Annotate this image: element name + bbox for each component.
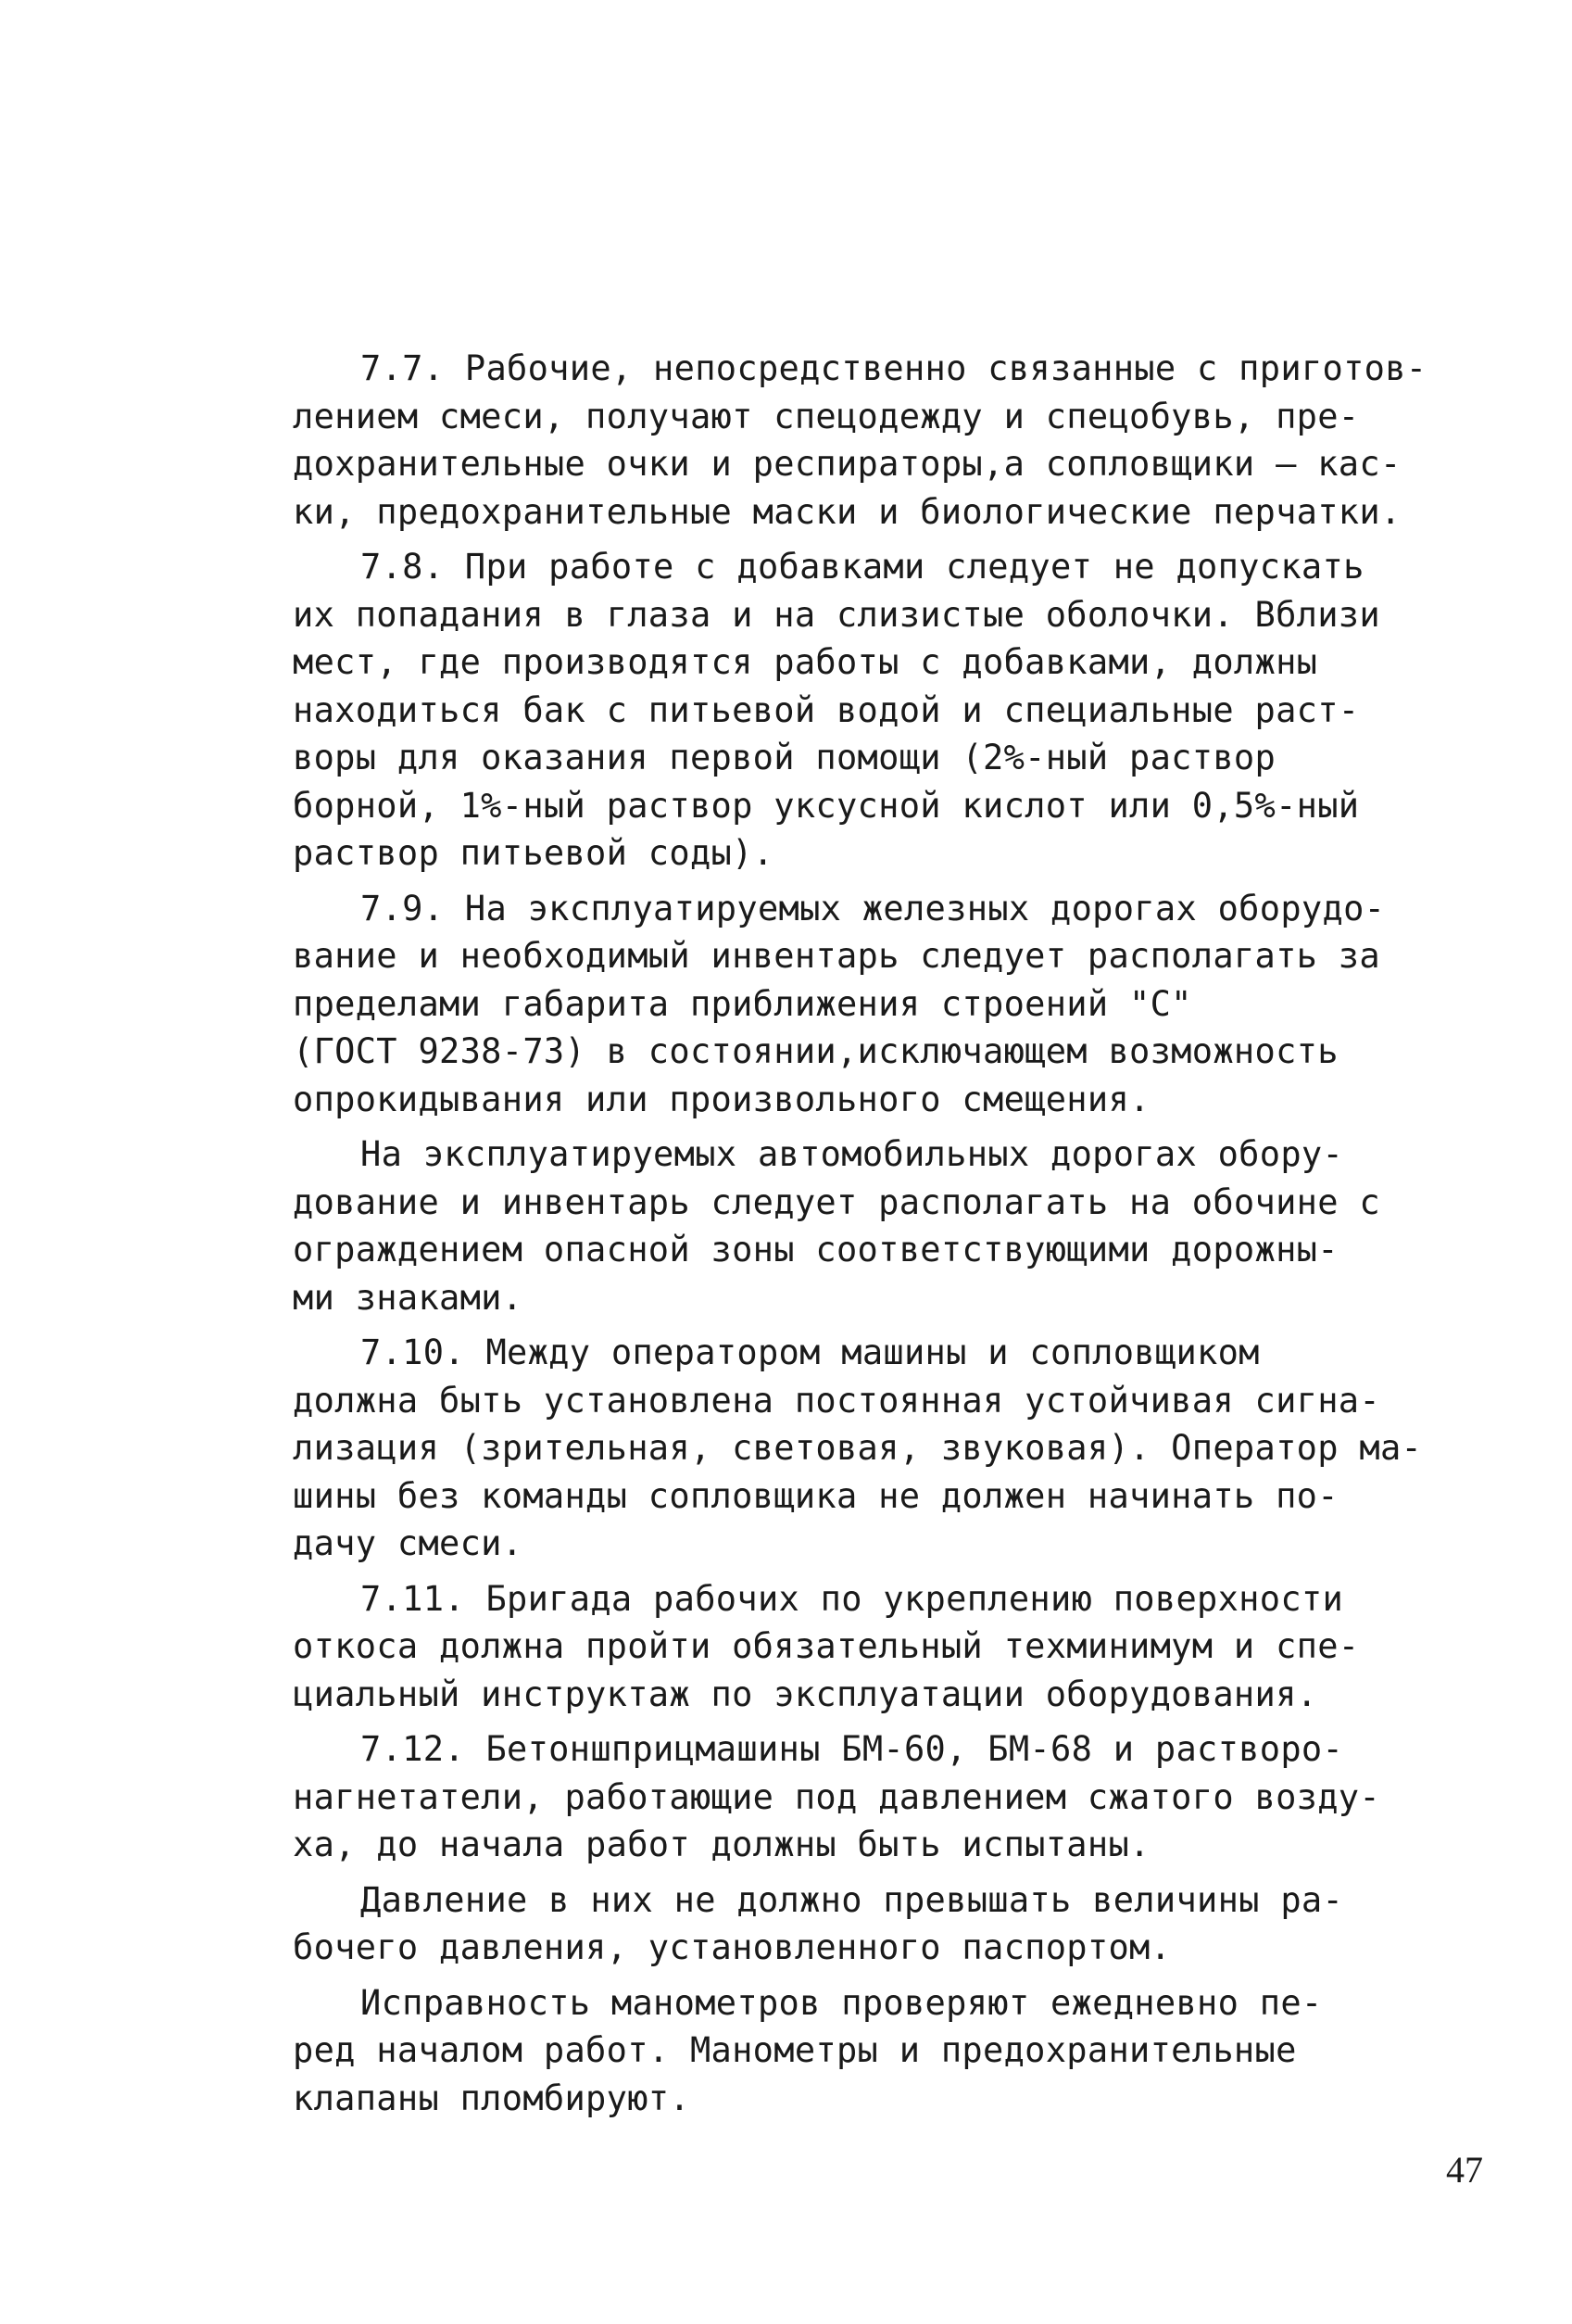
text-line: пределами габарита приближения строений "С" — [293, 983, 1192, 1024]
text-line: вание и необходимый инвентарь следует располагать за — [293, 936, 1380, 976]
text-line: лением смеси, получают спецодежду и спецобувь, пре- — [293, 396, 1360, 436]
text-line: (ГОСТ 9238-73) в состоянии,исключающем возможность — [293, 1031, 1339, 1071]
text-line: дование и инвентарь следует располагать на обочине с — [293, 1181, 1380, 1222]
text-line: ки, предохранительные маски и биологические перчатки. — [293, 491, 1402, 532]
paragraph-7-11 — [293, 1575, 1506, 1719]
text-line: ми знаками. — [293, 1277, 523, 1318]
text-line: На эксплуатируемых автомобильных дорогах обору- — [360, 1134, 1344, 1174]
text-line: должна быть установлена постоянная устойчивая сигна- — [293, 1380, 1380, 1421]
paragraph-7-12 — [293, 1725, 1506, 1869]
text-line: Давление в них не должно превышать величины ра- — [360, 1879, 1344, 1920]
paragraph-7-7 — [293, 345, 1506, 536]
page-number: 47 — [1446, 2149, 1483, 2191]
text-line: Исправность манометров проверяют ежедневно пе- — [360, 1982, 1323, 2023]
text-line: воры для оказания первой помощи (2%-ный раствор — [293, 738, 1276, 777]
text-line: опрокидывания или произвольного смещения. — [293, 1079, 1151, 1119]
text-line: ред началом работ. Манометры и предохранительные — [293, 2030, 1297, 2070]
text-line: мест, где производятся работы с добавками, должны — [293, 642, 1318, 682]
paragraph-pressure — [293, 1876, 1506, 1972]
text-line: ха, до начала работ должны быть испытаны. — [293, 1825, 1151, 1864]
paragraph-7-10 — [293, 1329, 1506, 1568]
text-line: их попадания в глаза и на слизистые оболочки. Вблизи — [293, 594, 1380, 635]
text-line: борной, 1%-ный раствор уксусной кислот или 0,5%-ный — [293, 785, 1360, 826]
text-line: находиться бак с питьевой водой и специальные раст- — [293, 689, 1360, 730]
text-line: дачу смеси. — [293, 1523, 523, 1563]
text-line: 7.8. При работе с добавками следует не допускать — [360, 547, 1364, 587]
text-line: лизация (зрительная, световая, звуковая). Оператор ма- — [293, 1428, 1423, 1468]
text-line: шины без команды сопловщика не должен начинать по- — [293, 1475, 1339, 1516]
text-line: 7.10. Между оператором машины и сопловщиком — [360, 1333, 1260, 1372]
text-line: циальный инструктаж по эксплуатации оборудования. — [293, 1674, 1318, 1714]
text-line: ограждением опасной зоны соответствующими дорожны- — [293, 1230, 1339, 1269]
text-line: бочего давления, установленного паспортом. — [293, 1927, 1172, 1967]
text-line: нагнетатели, работающие под давлением сжатого возду- — [293, 1776, 1380, 1817]
text-line: откоса должна пройти обязательный техминимум и спе- — [293, 1626, 1360, 1666]
text-line: 7.11. Бригада рабочих по укреплению поверхности — [360, 1578, 1344, 1619]
text-line: раствор питьевой соды). — [293, 833, 774, 873]
text-line: 7.9. На эксплуатируемых железных дорогах оборудо- — [360, 888, 1386, 928]
paragraph-7-8 — [293, 543, 1506, 878]
text-line: 7.7. Рабочие, непосредственно связанные с приготов- — [360, 348, 1427, 388]
paragraph-roads — [293, 1130, 1506, 1321]
text-line: дохранительные очки и респираторы,а сопловщики – кас- — [293, 444, 1402, 484]
page-text — [293, 345, 1506, 2129]
paragraph-manometers — [293, 1979, 1506, 2123]
paragraph-7-9 — [293, 885, 1506, 1124]
text-line: 7.12. Бетоншприцмашины БМ-60, БМ-68 и растворо- — [360, 1729, 1344, 1769]
text-line: клапаны пломбируют. — [293, 2078, 690, 2118]
